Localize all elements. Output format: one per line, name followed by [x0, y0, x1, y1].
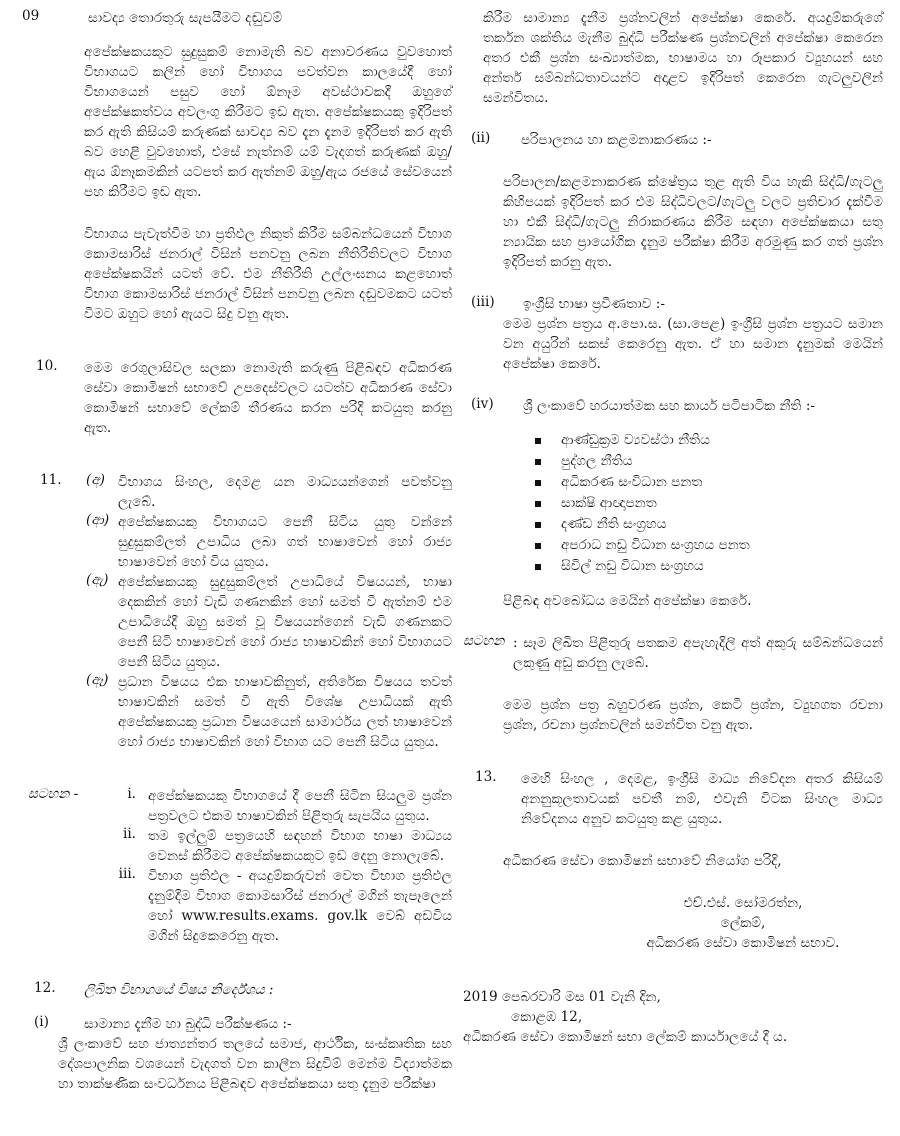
date-line: 2019 පෙබරවාරි මස 01 වැනි දින,	[463, 989, 661, 1005]
subsection-heading: පරිපාලනය හා කළමනාකරණය :-	[521, 132, 712, 148]
section-number: 12.	[34, 980, 56, 996]
note-item	[22, 786, 452, 826]
place-line: කොළඹ 12,	[511, 1009, 583, 1025]
signatory-organization: අධිකරණ සේවා කොමිෂන් සභාව.	[646, 935, 840, 951]
section-09	[22, 8, 452, 324]
item-text: අපේක්ෂකයකු විභාගයට පෙනී සිටිය යුතු වන්නේ සුදුසුකම්ලත් උපාධිය ලබා ගත් භාෂාවෙන් හෝ රාජ්‍ය භාෂාවෙන් හෝ විය යුතුය.	[118, 514, 452, 570]
item-label: (අ)	[86, 472, 105, 488]
section-number: 09	[22, 8, 40, 24]
list-item: ආණ්ඩුක්‍රම ව්‍යවස්ථා නීතිය	[535, 430, 883, 451]
note-text: තම ඉල්ලුම් පත්‍රයෙහි සඳහන් විභාග භාෂා මාධ්‍යය වෙනස් කිරීමට අපේක්ෂකයකුට ඉඩ දෙනු නොලැබේ.	[148, 828, 452, 864]
signature-block	[603, 893, 883, 953]
note-text: විභාග ප්‍රතිඵල - අයදුම්කරුවන් වෙත විභාග ප්‍රතිඵල දැනුම්දීම විභාග කොමසාරිස් ජනරාල් මගින් තැපෑලෙන් හෝ www.results.exams. gov.lk වෙබ් අඩවිය මගින් සිදුකෙරෙනු ඇත.	[148, 868, 452, 944]
section-heading: සාවද්‍ය තොරතුරු සැපයීමට දඬුවම්	[88, 10, 283, 26]
item-text: ප්‍රධාන විෂයය එක භාෂාවකිනුත්, අතිරේක විෂයය තවත් භාෂාවකින් සමත් වී ඇති විශේෂ උපාධියක් ඇති අපේක්ෂකයකු ප්‍රධාන විෂයයෙන් සාමාර්ථය ලත් භාෂාවෙන් හෝ රාජ්‍ය භාෂාවකින් හෝ විභාග යට පෙනී සිටිය යුතුය.	[118, 674, 452, 750]
subsection-iv	[463, 396, 883, 611]
paragraph: ශ්‍රී ලංකාවේ සහ ජාත්‍යන්තර තලයේ සමාජ, ආර්ථික, සංස්කෘතික සහ දේශපාලනික වශයෙන් වැදගත් වන කාලීන සිදුවීම් මෙන්ම විද්‍යාත්මක හා තාක්ෂණික සංවර්ධනය පිළිබඳව අපේක්ෂකයා සතු දැනුම පරීක්ෂා	[58, 1036, 452, 1092]
section-number: 10.	[36, 358, 58, 374]
signatory-title: ලේකම්,	[720, 915, 766, 931]
item-label: (ඈ)	[86, 672, 109, 688]
roman-numeral: iii.	[118, 866, 136, 882]
subsection-heading: සාමාන්‍ය දැනීම හා බුද්ධි පරීක්ෂණය :-	[84, 1016, 292, 1032]
list-item	[86, 672, 452, 752]
note-item	[22, 866, 452, 946]
left-column	[22, 8, 452, 1094]
section-number: 13.	[475, 769, 497, 785]
list-item	[86, 472, 452, 512]
subsection-iii	[463, 294, 883, 374]
section-13	[463, 769, 883, 829]
item-label: (ඇ)	[86, 572, 109, 588]
list-item	[86, 512, 452, 572]
note-item	[22, 826, 452, 866]
list-item: සිවිල් නඩු විධාන සංග්‍රහය	[535, 556, 883, 577]
subsection-i	[22, 1014, 452, 1094]
note-block	[463, 633, 883, 673]
paragraph: මෙහි සිංහල , දෙමළ, ඉංග්‍රීසි මාධ්‍ය නිවේදන අතර කිසියම් අනනුකූලතාවයක් පවතී නම්, එවැනි විටක සිංහල මාධ්‍ය නිවේදනය අනුව කටයුතු කළ යුතුය.	[521, 771, 883, 827]
section-heading: ලිඛිත විභාගයේ විෂය නිර්දේශය :	[84, 982, 274, 998]
paragraph: කිරීම සාමාන්‍ය දැනීම ප්‍රශ්නවලින් අපේක්ෂා කෙරේ. අයදුම්කරුගේ තර්කන ශක්තිය මැනීම බුද්ධි පරීක්ෂණ ප්‍රශ්නවලින් අපේක්ෂා කෙරෙන අතර එකී ප්‍රශ්න සංඛ්‍යාත්මක, භාෂාමය හා රූපකාර ව්‍යුහයන් සහ අන්තර් සම්බන්ධතාවයන්ට අදාළව ඉදිරිපත් කෙරෙන ගැටලුවලින් සමන්විතය.	[483, 10, 883, 106]
section-11	[22, 472, 452, 752]
section-10	[22, 358, 452, 438]
note-text: : සෑම ලිඛිත පිළිතුරු පතකම අපැහැදිලි අත් අකුරු සම්බන්ධයෙන් ලකුණු අඩු කරනු ලැබේ.	[513, 635, 883, 671]
office-line: අධිකරණ සේවා කොමිෂන් සභා ලේකම් කාර්යාලයේ දී ය.	[463, 1029, 788, 1045]
section-12	[22, 980, 452, 1094]
list-item: අධිකරණ සංවිධාන පනත	[535, 472, 883, 493]
roman-numeral: i.	[127, 786, 136, 802]
paragraph: අපේක්ෂකයකුට සුදුසුකම් නොමැති බව අනාවරණය වුවහොත් විභාගයට කලින් හෝ විභාගය පවත්වන කාලයේදී හෝ විභාගයෙන් පසුව හෝ ඕනෑම අවස්ථාවකදී ඔහුගේ අපේක්ෂකත්වය අවලංගු කිරීමට ඉඩ ඇත. අපේක්ෂකයකු ඉදිරිපත් කර ඇති කිසියම් කරුණක් සාවද්‍ය බව දැන දැනම ඉදිරිපත් කර ඇති බව හෙළි වුවහොත්, එසේ නැත්නම් යම් වැදගත් කරුණක් ඔහු/ඇය ඕනෑකමකින් යටපත් කර ඇත්නම් ඔහු/ඇය රජයේ සේවයෙන් පහ කිරීමට ඉඩ ඇත.	[84, 44, 452, 200]
subsection-label: (i)	[34, 1014, 49, 1030]
law-list	[463, 430, 883, 577]
note-text: අපේක්ෂකයකු විභාගයේ දී පෙනී සිටින සියලුම ප්‍රශ්න පත්‍රවලට එකම භාෂාවකින් පිළිතුරු සැපයිය යුතුය.	[148, 788, 452, 824]
note-block	[22, 786, 452, 946]
signatory-name: එච්.එස්. සෝමරත්න,	[683, 895, 803, 911]
right-column	[463, 8, 883, 1047]
list-item: පුද්ගල නීතිය	[535, 451, 883, 472]
roman-numeral: ii.	[122, 826, 136, 842]
subsection-ii	[463, 130, 883, 272]
subsection-heading: ශ්‍රී ලංකාවේ හරයාත්මක සහ කාර්ය පටිපාටික නීති :-	[523, 398, 816, 414]
paragraph: විභාගය පැවැත්වීම හා ප්‍රතිඵල නිකුත් කිරීම සම්බන්ධයෙන් විභාග කොමසාරිස් ජනරාල් විසින් පනවනු ලබන නීතිරීතිවලට විභාග අපේක්ෂකයින් යටත් වේ. එම නීතිරීති උල්ලංඝනය කළහොත් විභාග කොමසාරිස් ජනරාල් විසින් පනවනු ලබන දඬුවමකට යටත් වීමට ඔහුට හෝ ඇයට සිදු වනු ඇත.	[84, 226, 452, 322]
subsection-label: (ii)	[471, 130, 491, 146]
list-item: අපරාධ නඩු විධාන සංග්‍රහය පනත	[535, 535, 883, 556]
item-text: අපේක්ෂකයකු සුදුසුකම්ලත් උපාධියේ විෂයයන්, භාෂා දෙකකින් හෝ වැඩි ගණනකින් හෝ සමත් වී ඇත්නම් එම උපාධියේදී ඔහු සමත් වූ විෂයයන්ගෙන් වැඩි ගණනකට පෙනී සිටි භාෂාවෙන් හෝ රාජ්‍ය භාෂාවකින් හෝ විභාගයට පෙනී සිටිය යුතුය.	[118, 574, 452, 670]
item-label: (ආ)	[86, 512, 110, 528]
section-number: 11.	[40, 472, 62, 488]
item-text: විභාගය සිංහල, දෙමළ යන මාධ්‍යයන්ගෙන් පවත්වනු ලැබේ.	[118, 474, 452, 510]
list-item: දණ්ඩ නීති සංග්‍රහය	[535, 514, 883, 535]
subsection-heading: ඉංග්‍රීසි භාෂා ප්‍රවීණතාව :-	[523, 296, 665, 312]
date-place-block	[463, 987, 883, 1047]
list-item	[86, 572, 452, 672]
paragraph: මෙම රෙගුලාසිවල සලකා නොමැති කරුණු පිළිබඳව අධිකරණ සේවා කොමිෂන් සභාවේ උපදෙස්වලට යටත්ව අධිකරණ සේවා කොමිෂන් සභාවේ ලේකම් තීරණය කරන පරිදි කටයුතු කරනු ඇත.	[84, 360, 452, 436]
order-line: අධිකරණ සේවා කොමිෂන් සභාවේ නියෝග පරිදි,	[503, 853, 782, 869]
subsection-label: (iii)	[471, 294, 495, 310]
list-item: සාක්ෂි ආඥාපනත	[535, 493, 883, 514]
paragraph: පිළිබඳ අවබෝධය මෙයින් අපේක්ෂා කෙරේ.	[503, 593, 752, 609]
note-heading: සටහන	[463, 633, 505, 649]
paragraph: පරිපාලන/කළමනාකරණ ක්ෂේත්‍රය තුළ ඇති විය හැකි සිද්ධි/ගැටලු කිහිපයක් ඉදිරිපත් කර එම සිද්ධිවලට/ගැටලු වලට ප්‍රතිචාර දැක්වීම හා එකී සිද්ධි/ගැටලු නිරාකරණය කිරීම සඳහා අපේක්ෂකයා සතු න්‍යායික සහ ප්‍රායෝගික දැනුම පරීක්ෂා කිරීම අරමුණු කර ගත් ප්‍රශ්න ඉදිරිපත් කරනු ඇත.	[503, 174, 883, 270]
subsection-label: (iv)	[471, 396, 494, 412]
paragraph: මෙම ප්‍රශ්න පත්‍ර බහුවරණ ප්‍රශ්න, කෙටි ප්‍රශ්න, ව්‍යුහගත රචනා ප්‍රශ්න, රචනා ප්‍රශ්නවලින් සමන්විත වනු ඇත.	[503, 697, 883, 733]
note-heading: සටහන -	[28, 786, 79, 802]
paragraph: මෙම ප්‍රශ්න පත්‍රය අ.පො.ස. (සා.පෙළ) ඉංග්‍රීසි ප්‍රශ්න පත්‍රයට සමාන වන අයුරින් සකස් කෙරෙනු ඇත. ඒ හා සමාන දැනුමක් මෙයින් අපේක්ෂා කෙරේ.	[503, 316, 883, 372]
